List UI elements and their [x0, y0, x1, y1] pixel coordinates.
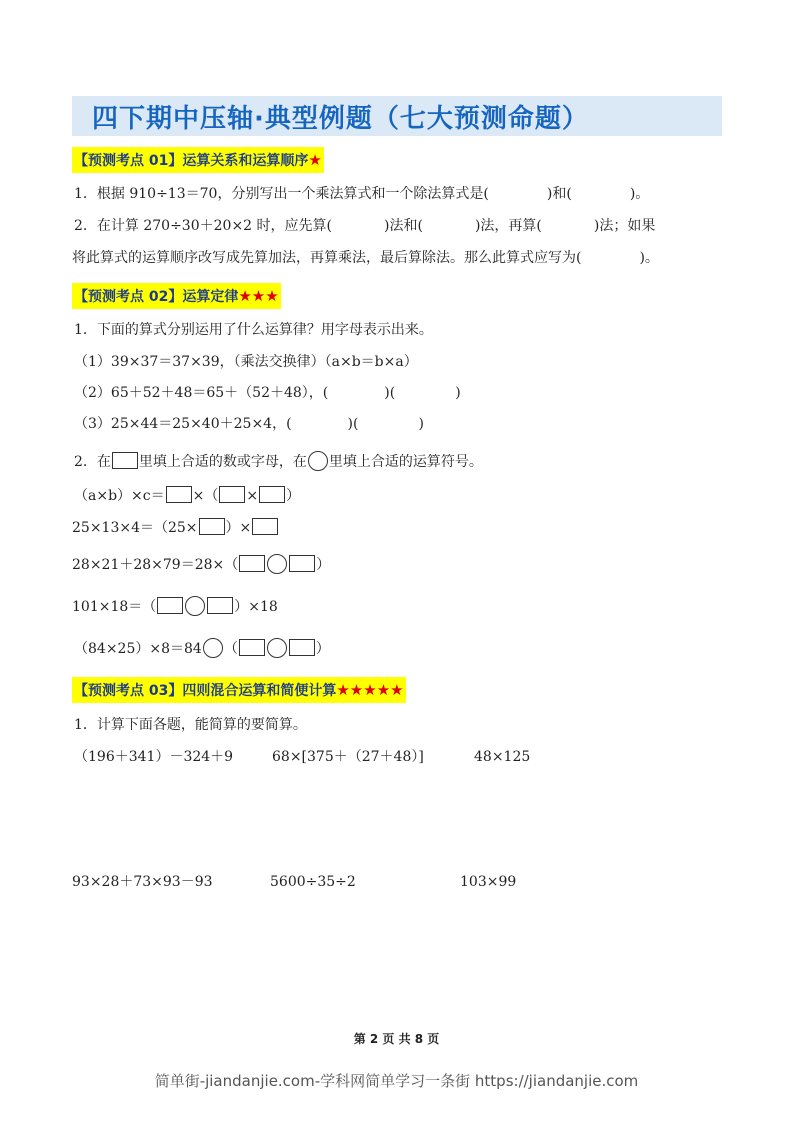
- question-2-1-c: [74, 414, 424, 434]
- question-1-2: [74, 216, 655, 236]
- page-number: 第 2 页 共 8 页: [353, 1032, 440, 1046]
- answer-box: [219, 486, 245, 503]
- question-2-1-a: （1）39×37＝37×39，（乘法交换律）（a×b＝b×a）: [74, 354, 418, 370]
- question-text: )。: [629, 186, 650, 202]
- expression-1: [74, 486, 300, 506]
- watermark: 简单街-jiandanjie.com-学科网简单学习一条街 https://jiandanjie.com: [154, 1072, 639, 1090]
- answer-circle: [308, 451, 328, 471]
- expression-text: ×（: [192, 488, 219, 504]
- section-label: 【预测考点 01】运算关系和运算顺序: [74, 153, 309, 169]
- answer-box: [199, 518, 225, 535]
- expression-4: [72, 596, 278, 617]
- section-label: 【预测考点 03】四则混合运算和简便计算: [74, 683, 337, 699]
- calc-5: 5600÷35÷2: [270, 874, 356, 890]
- expression-text: 101×18＝（: [72, 599, 157, 615]
- star-icon: ★: [308, 151, 322, 169]
- answer-box: [289, 555, 315, 572]
- answer-box: [112, 452, 138, 469]
- question-1-1: [74, 184, 649, 204]
- question-text: )和(: [546, 186, 572, 202]
- calc-4: 93×28＋73×93－93: [72, 874, 213, 890]
- answer-circle: [203, 638, 223, 658]
- calc-6: 103×99: [460, 874, 517, 890]
- answer-circle: [267, 638, 287, 658]
- expression-5: [74, 638, 330, 659]
- question-text: )(: [347, 416, 359, 432]
- expression-text: （84×25）×8＝84: [74, 641, 202, 657]
- question-3-1: 1．计算下面各题，能简算的要简算。: [74, 717, 307, 733]
- question-2-1: 1．下面的算式分别运用了什么运算律？用字母表示出来。: [74, 322, 433, 338]
- answer-box: [166, 486, 192, 503]
- expression-text: ）×18: [234, 599, 278, 615]
- question-text: )法；如果: [593, 218, 656, 234]
- question-text: 2．在计算 270÷30＋20×2 时，应先算(: [74, 218, 332, 234]
- section-header-02: [72, 283, 281, 309]
- question-text: )(: [384, 385, 396, 401]
- question-text: 2．在: [74, 454, 111, 470]
- answer-box: [289, 639, 315, 656]
- expression-text: ）: [286, 488, 301, 504]
- expression-text: 28×21＋28×79＝28×（: [72, 557, 239, 573]
- expression-text: ）: [315, 641, 330, 657]
- calc-3: 48×125: [474, 749, 531, 765]
- answer-circle: [267, 554, 287, 574]
- question-text: 里填上合适的运算符号。: [328, 454, 483, 470]
- question-text: （2）65＋52＋48＝65＋（52＋48），(: [74, 385, 329, 401]
- section-header-03: [72, 677, 406, 703]
- calc-1: （196＋341）－324＋9: [74, 749, 234, 765]
- answer-box: [259, 486, 285, 503]
- question-text: )。: [639, 250, 659, 266]
- expression-text: ×: [246, 488, 259, 504]
- question-text: 里填上合适的数或字母，在: [138, 454, 307, 470]
- question-text: ): [418, 416, 424, 432]
- question-text: 1．根据 910÷13＝70，分别写出一个乘法算式和一个除法算式是(: [74, 186, 489, 202]
- expression-text: ）×: [225, 520, 252, 536]
- answer-box: [157, 597, 183, 614]
- question-text: ): [455, 385, 461, 401]
- expression-text: ）: [316, 557, 331, 573]
- question-2-2: [74, 451, 483, 472]
- answer-box: [252, 518, 278, 535]
- section-label: 【预测考点 02】运算定律: [74, 289, 239, 305]
- expression-2: [72, 518, 279, 538]
- question-text: )法和(: [384, 218, 423, 234]
- answer-circle: [185, 596, 205, 616]
- section-header-01: [72, 147, 324, 173]
- expression-text: （a×b）×c＝: [74, 488, 165, 504]
- question-text: )法，再算(: [474, 218, 542, 234]
- calc-2: 68×[375＋（27＋48）]: [272, 749, 424, 765]
- expression-text: 25×13×4＝（25×: [72, 520, 198, 536]
- answer-box: [239, 555, 265, 572]
- expression-3: [72, 554, 330, 575]
- question-2-1-b: [74, 383, 461, 403]
- expression-text: （: [223, 641, 238, 657]
- answer-box: [207, 597, 233, 614]
- question-text: 将此算式的运算顺序改写成先算加法，再算乘法，最后算除法。那么此算式应写为(: [72, 250, 582, 266]
- star-icon: ★★★: [238, 287, 279, 305]
- question-text: （3）25×44＝25×40＋25×4，(: [74, 416, 292, 432]
- question-1-2-cont: [72, 248, 659, 268]
- page-title: 四下期中压轴·典型例题（七大预测命题）: [92, 104, 589, 134]
- answer-box: [239, 639, 265, 656]
- star-icon: ★★★★★: [336, 681, 404, 699]
